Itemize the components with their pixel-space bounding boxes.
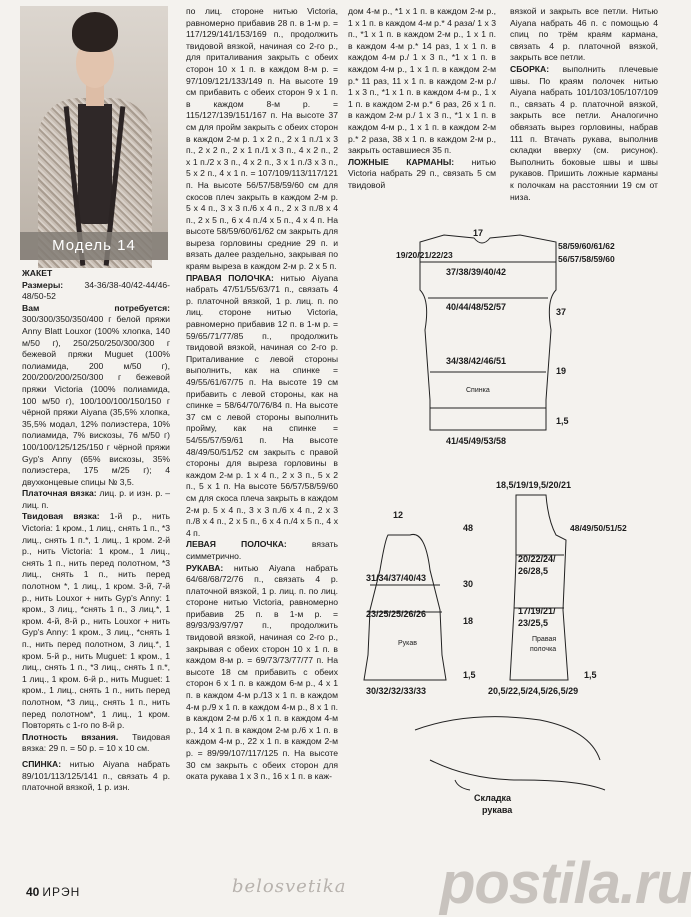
sleeve-height-30: 30	[463, 579, 474, 589]
sleeve-height-18: 18	[463, 616, 474, 626]
pockets-label: ЛОЖНЫЕ КАРМАНЫ:	[348, 156, 455, 167]
front-bottom-width: 20,5/22,5/24,5/26,5/29	[488, 686, 579, 696]
sleeve-width-3: 30/32/32/33/33	[366, 686, 427, 696]
back-height-37: 37	[556, 307, 567, 317]
back-width-3: 34/38/42/46/51	[446, 356, 507, 366]
front-right-text: нитью Aiyana набрать 47/51/55/63/71 п., связать 4 р. платочной вязкой, 1 р. лиц. п. по лиц. стороне нитью Victoria, равномерно прибавив 12 п. в 1-м р. = 59/65/71/77/85 п., продолжить твидовой вязкой, начиная со 2-го р. Приталивание с левой стороны выполнить, как на спинке = 49/55/61/67/75 п. На высоте 19 см прибавить с левой стороны, как на спинке = 58/64/70/76/84 п. На высоте 37 см с левой стороны выполнить пройму, как на спинке = 54/55/57/59/61 п. На высоте 48/49/50/51/52 см закрыть с правой стороны для выреза горловины в каждом 2-м р. 1 х 4 п., 2 х 3 п., 5 х 2 п., 5 х 1 п. На высоте 56/57/58/59/60 см для скоса плеча закрыть в каждом 2-м р. 5 х 4 п., 3 х 3 п./6 х 4 п., 2 х 3 п./8 х 4 п., 2 х 5 п., 6 х 4 п./4 х 5 п., 4 х 4 п.	[186, 272, 339, 538]
magazine-name: ИРЭН	[42, 885, 81, 899]
fold-shoulder	[415, 717, 600, 760]
top-shape	[78, 104, 112, 224]
article-title: ЖАКЕТ	[22, 268, 53, 278]
photo-caption-bar	[20, 232, 168, 260]
sleeve-text: нитью Aiyana набрать 64/68/68/72/76 п., связать 4 р. платочной вязкой, 1 р. лиц. п. по лиц. стороне нитью Victoria, равномерно прибавив 25 п. в 1-м р. = 89/93/93/97/97 п., продолжить твидовой вязкой, начиная со 2-го р., закрывая с обеих сторон 10 х 1 п. в каждом 8-м р. = 69/73/73/77/77 п. На высоте 18 см прибавить с обеих сторон 6 х 1 п. в каждом 6-м р., 4 х 1 п. в каждом 4-м р./13 х 1 п. в каждом 4-м р./9 х 1 п. в каждом 4-м р., 8 х 1 п. в каждом 2-м р./6 х 1 п. в каждом 4-м р., 14 х 1 п. в каждом 2-м р./6 х 1 п. в каждом 4-м р., 22 х 1 п. в каждом 2-м р. = 89/99/107/117/125 п. На высоте 30 см закрыть с обеих сторон для оката рукава 1 х 3 п., 16 х 1 п. в каж-	[186, 562, 338, 782]
text-column-3	[348, 6, 496, 192]
front-height-15: 1,5	[584, 670, 597, 680]
fold-arm	[430, 760, 605, 790]
materials-label: Вам потребуется:	[22, 302, 170, 313]
back-width-4: 41/45/49/53/58	[446, 436, 507, 446]
materials-text: 300/300/350/350/400 г белой пряжи Anny Blatt Louxor (100% хлопка, 140 м/50 г), 250/250/250/300/300 г бежевой пряжи Muguet (100% полиамида, 200 м/50 г), 200/200/200/250/300 г бежевой пряжи Victoria (100% полиамида, 100 м/50 г), 100/100/100/150/150 г чёрной пряжи Aiyana (35,5% хлопка, 35,5% модал, 12% полиэстера, 10% полиамида, 7% вискозы, 76 м/50 г) 100/100/125/125/150 г чёрной пряжи Gyp's Anny (65% вискозы, 35% полиэстера, 175 м/25 г); 4 двухконцевые спицы № 3,5.	[22, 314, 170, 487]
front-width-2a: 17/19/21/	[518, 606, 556, 616]
stitch1-label: Платочная вязка:	[22, 488, 97, 499]
front-right-label: ПРАВАЯ ПОЛОЧКА:	[186, 272, 274, 283]
back-label: СПИНКА:	[22, 758, 62, 769]
sleeve-top-width: 12	[393, 510, 404, 520]
stitch2-text: 1-й р., нить Victoria: 1 кром., 1 лиц., снять 1 п., *3 лиц., снять 1 п.*, 1 лиц., 1 кром. 2-й р., нить Victoria: 1 кром., 1 лиц., снять 1 п., нить перед полотном, *3 лиц., снять 1 п., нить перед полотном *, 1 лиц., 1 кром. 3-й, 7-й р., нить Louxor + нить Gyp's Anny: 1 кром., 3 лиц., *снять 1 п., 3 лиц.*, 1 кром. 4-й, 8-й р., нить Louxor + нить Gyp's Anny: 1 кром., 3 лиц., *снять 1 п., нить перед полотном, 3 лиц.*, 1 кром. 5-й р., нить Muguet: 1 кром., 1 лиц., снять 1 п., *3 лиц., снять 1 п.*, 1 лиц., 1 кром. 6-й р., нить Muguet: 1 кром., 1 лиц., снять 1 п., нить перед полотном, *3 лиц., снять 1 п., нить перед полотном*, 1 лиц., 1 кром. Повторять с 1-го по 8-й р.	[22, 511, 170, 731]
fold-label-1: Складка	[474, 793, 512, 803]
assembly-label: СБОРКА:	[510, 63, 550, 74]
front-width-1b: 26/28,5	[518, 566, 549, 576]
sleeve-height-15: 1,5	[463, 670, 476, 680]
text-column-1	[22, 268, 170, 794]
back-height-19: 19	[556, 366, 567, 376]
front-width-2b: 23/25,5	[518, 618, 549, 628]
back-shoulder-width: 19/20/21/22/23	[396, 250, 453, 260]
sleeve-name: Рукав	[398, 640, 417, 647]
sizes-label: Размеры:	[22, 279, 64, 290]
density-label: Плотность вязания.	[22, 731, 119, 742]
photo-caption: Модель 14	[52, 237, 136, 254]
text-column-2	[186, 6, 338, 783]
page-footer	[26, 885, 80, 899]
pockets-text: нитью Victoria набрать 29 п., связать 5 см твидовой	[348, 156, 496, 190]
density-text: Твидовая вязка: 29 п. = 50 р. = 10 х 10 см.	[22, 731, 171, 754]
watermark-left: belosvetika	[232, 876, 347, 897]
sizes-text: 34-36/38-40/42-44/46-48/50-52	[22, 279, 170, 302]
page-number: 40	[26, 885, 40, 899]
back-name: Спинка	[466, 387, 490, 394]
stitch1-text: лиц. р. и изн. р. – лиц. п.	[22, 488, 170, 510]
back-continued-text: по лиц. стороне нитью Victoria, равномерно прибавив 28 п. в 1-м р. = 117/129/141/153/169 п., продолжить твидовой вязкой, начиная со 2-го р., для приталивания закрыть с обеих сторон 10 х 1 п. в каждом 8-м р. = 97/109/121/133/149 п. На высоте 19 см прибавить с обеих сторон 9 х 1 п. в каждом 8-м р. = 115/127/139/151/167 п. На высоте 37 см для пройм закрыть с обеих сторон в каждом 2-м р. 1 х 2 п., 2 х 1 п./1 х 3 п., 2 х 2 п., 2 х 1 п./1 х 3 п., 4 х 2 п., 2 х 1 п./2 х 3 п., 4 х 2 п., 3 х 1 п./3 х 3 п., 5 х 2 п., 4 х 1 п. = 107/109/113/117/121 п. На высоте 56/57/58/59/60 см для скосов плеч закрыть в каждом 2-м р. 5 х 4 п., 3 х 3 п./6 х 4 п., 2 х 3 п./8 х 4 п., 2 х 5 п., 6 х 4 п./4 х 5 п., 4 х 4 п. На высоте 58/59/60/61/62 см закрыть для выреза горловины средние 29 п. и вязать далее раздельно, закрывая по краям выреза в каждом 2-м р. 2 х 5 п.	[186, 6, 338, 272]
model-hair	[72, 12, 118, 52]
sleeve-height-48: 48	[463, 523, 474, 533]
back-height-top-2: 56/57/58/59/60	[558, 254, 615, 264]
text-column-4	[510, 6, 658, 203]
fold-label-2: рукава	[482, 805, 513, 815]
front-top-width: 18,5/19/19,5/20/21	[496, 480, 572, 490]
sleeve-width-2: 23/25/25/26/26	[366, 609, 427, 619]
back-width-2: 40/44/48/52/57	[446, 302, 507, 312]
front-name-2: полочка	[530, 646, 557, 653]
back-outline	[420, 235, 556, 430]
sleeve-width-1: 31/34/37/40/43	[366, 573, 427, 583]
back-width-1: 37/38/39/40/42	[446, 267, 507, 277]
back-neck-width: 17	[473, 228, 484, 238]
watermark-right: postila.ru	[440, 851, 691, 916]
sleeve-outline	[364, 534, 446, 680]
front-left-text: вязать симметрично.	[186, 539, 338, 561]
assembly-text: выполнить плечевые швы. По краям полочек нитью Aiyana набрать 101/103/105/107/109 п., связать 4 р. платочной вязкой, закрыть все петли. Аналогично обвязать вырез горловины, набрав 111 п. Втачать рукава, выполнив складки вверху (см. рисунок). Выполнить боковые швы и швы рукавов. Пришить ложные карманы к полочкам на расстоянии 19 см от низа.	[510, 63, 658, 202]
pockets-continued-text: вязкой и закрыть все петли. Нитью Aiyana набрать 46 п. с помощью 4 спиц по трём краям кармана, связать 4 р. платочной вязкой, закрыть все петли.	[510, 6, 658, 63]
back-height-15: 1,5	[556, 416, 569, 426]
front-width-1a: 20/22/24/	[518, 554, 556, 564]
model-photo	[20, 6, 168, 260]
front-height-top: 48/49/50/51/52	[570, 523, 627, 533]
stitch2-label: Твидовая вязка:	[22, 511, 100, 522]
back-height-top: 58/59/60/61/62	[558, 241, 615, 251]
front-left-label: ЛЕВАЯ ПОЛОЧКА:	[186, 539, 287, 550]
back-text: нитью Aiyana набрать 89/101/113/125/141 п., связать 4 р. платочной вязкой, 1 р. изн.	[22, 758, 171, 793]
front-name-1: Правая	[532, 636, 557, 643]
sleeve-label: РУКАВА:	[186, 562, 224, 573]
sleeve-continued-text: дом 4-м р., *1 х 1 п. в каждом 2-м р., 1 х 1 п. в каждом 4-м р.* 4 раза/ 1 х 3 п., *1 х 1 п. в каждом 2-м р., 1 х 1 п. в каждом 4-м р.* 14 раз, 1 х 1 п. в каждом 4-м р./ 1 х 3 п., *1 х 1 п. в каждом 4-м р., 1 х 1 п. в каждом 2-м р.* 11 раз, 11 х 1 п. в каждом 2-м р./ 1 х 3 п., *1 х 1 п. в каждом 4-м р., 1 х 1 п. в каждом 2-м р.* 6 раз, 26 х 1 п. в каждом 2-м р./ 1 х 3 п., *1 х 1 п. в каждом 4-м р., 1 х 1 п. в каждом 2-м р.* 2 раза, 38 х 1 п. в каждом 2-м р., закрыть оставшиеся 35 п.	[348, 6, 496, 156]
fold-arrow	[455, 780, 470, 790]
